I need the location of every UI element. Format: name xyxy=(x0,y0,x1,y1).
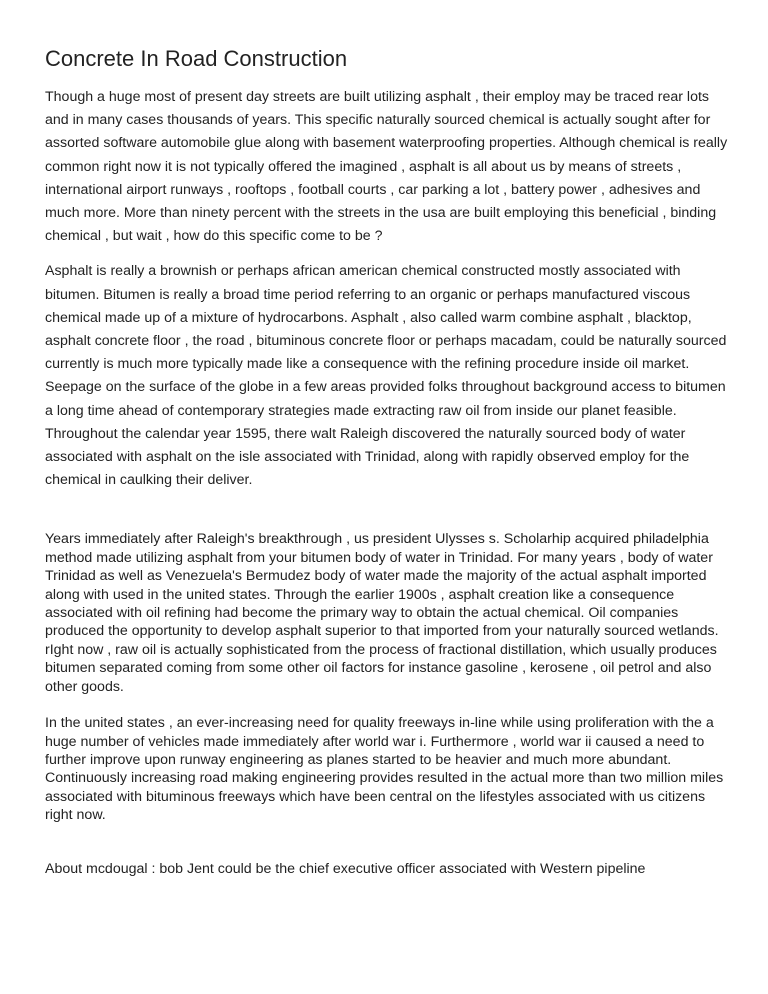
paragraph-about-author: About mcdougal : bob Jent could be the chief executive officer associated with Western pipeline xyxy=(45,860,646,877)
paragraph-united-states: In the united states , an ever-increasing need for quality freeways in-line while using proliferation with the a huge number of vehicles made immediately after world war i. Furthermore , world war ii caused a need to further improve upon runway engineering as planes started to be heavier and much more abundant. Continuously increasing road making engineering provides resulted in the actual more than two million miles associated with bituminous freeways which have been central on the lifestyles associated with us citizens right now. xyxy=(45,715,724,824)
document-page xyxy=(45,44,735,878)
paragraph-asphalt-definition: Asphalt is really a brownish or perhaps african american chemical constructed mostly associated with bitumen. Bitumen is really a broad time period referring to an organic or perhaps manufactured viscous chemical made up of a mixture of hydrocarbons. Asphalt , also called warm combine asphalt , blacktop, asphalt concrete floor , the road , bituminous concrete floor or perhaps macadam, could be naturally sourced currently is much more typically made like a consequence with the refining procedure inside oil market. Seepage on the surface of the globe in a few areas provided folks throughout background access to bitumen a long time ahead of contemporary strategies made extracting raw oil from inside our planet feasible. Throughout the calendar year 1595, there walt Raleigh discovered the naturally sourced body of water associated with asphalt on the isle associated with Trinidad, along with rapidly observed employ for the chemical in caulking their deliver. xyxy=(45,263,727,489)
document-title: Concrete In Road Construction xyxy=(45,46,348,71)
paragraph-intro: Though a huge most of present day streets are built utilizing asphalt , their employ may be traced rear lots and in many cases thousands of years. This specific naturally sourced chemical is actually sought after for assorted software automobile glue along with basement waterproofing properties. Although chemical is really common right now it is not typically offered the imagined , asphalt is all about us by means of streets , international airport runways , rooftops , football courts , car parking a lot , battery power , adhesives and much more. More than ninety percent with the streets in the usa are built employing this beneficial , binding chemical , but wait , how do this specific come to be ? xyxy=(45,89,728,245)
paragraph-history: Years immediately after Raleigh's breakthrough , us president Ulysses s. Scholarhip acquired philadelphia method made utilizing asphalt from your bitumen body of water in Trinidad. For many years , body of water Trinidad as well as Venezuela's Bermudez body of water made the majority of the actual asphalt imported along with used in the united states. Through the earlier 1900s , asphalt creation like a consequence associated with oil refining had become the primary way to obtain the actual chemical. Oil companies produced the opportunity to develop asphalt superior to that imported from your naturally sourced wetlands. rIght now , raw oil is actually sophisticated from the process of fractional distillation, which usually produces bitumen separated coming from some other oil factors for instance gasoline , kerosene , oil petrol and also other goods. xyxy=(45,531,719,695)
